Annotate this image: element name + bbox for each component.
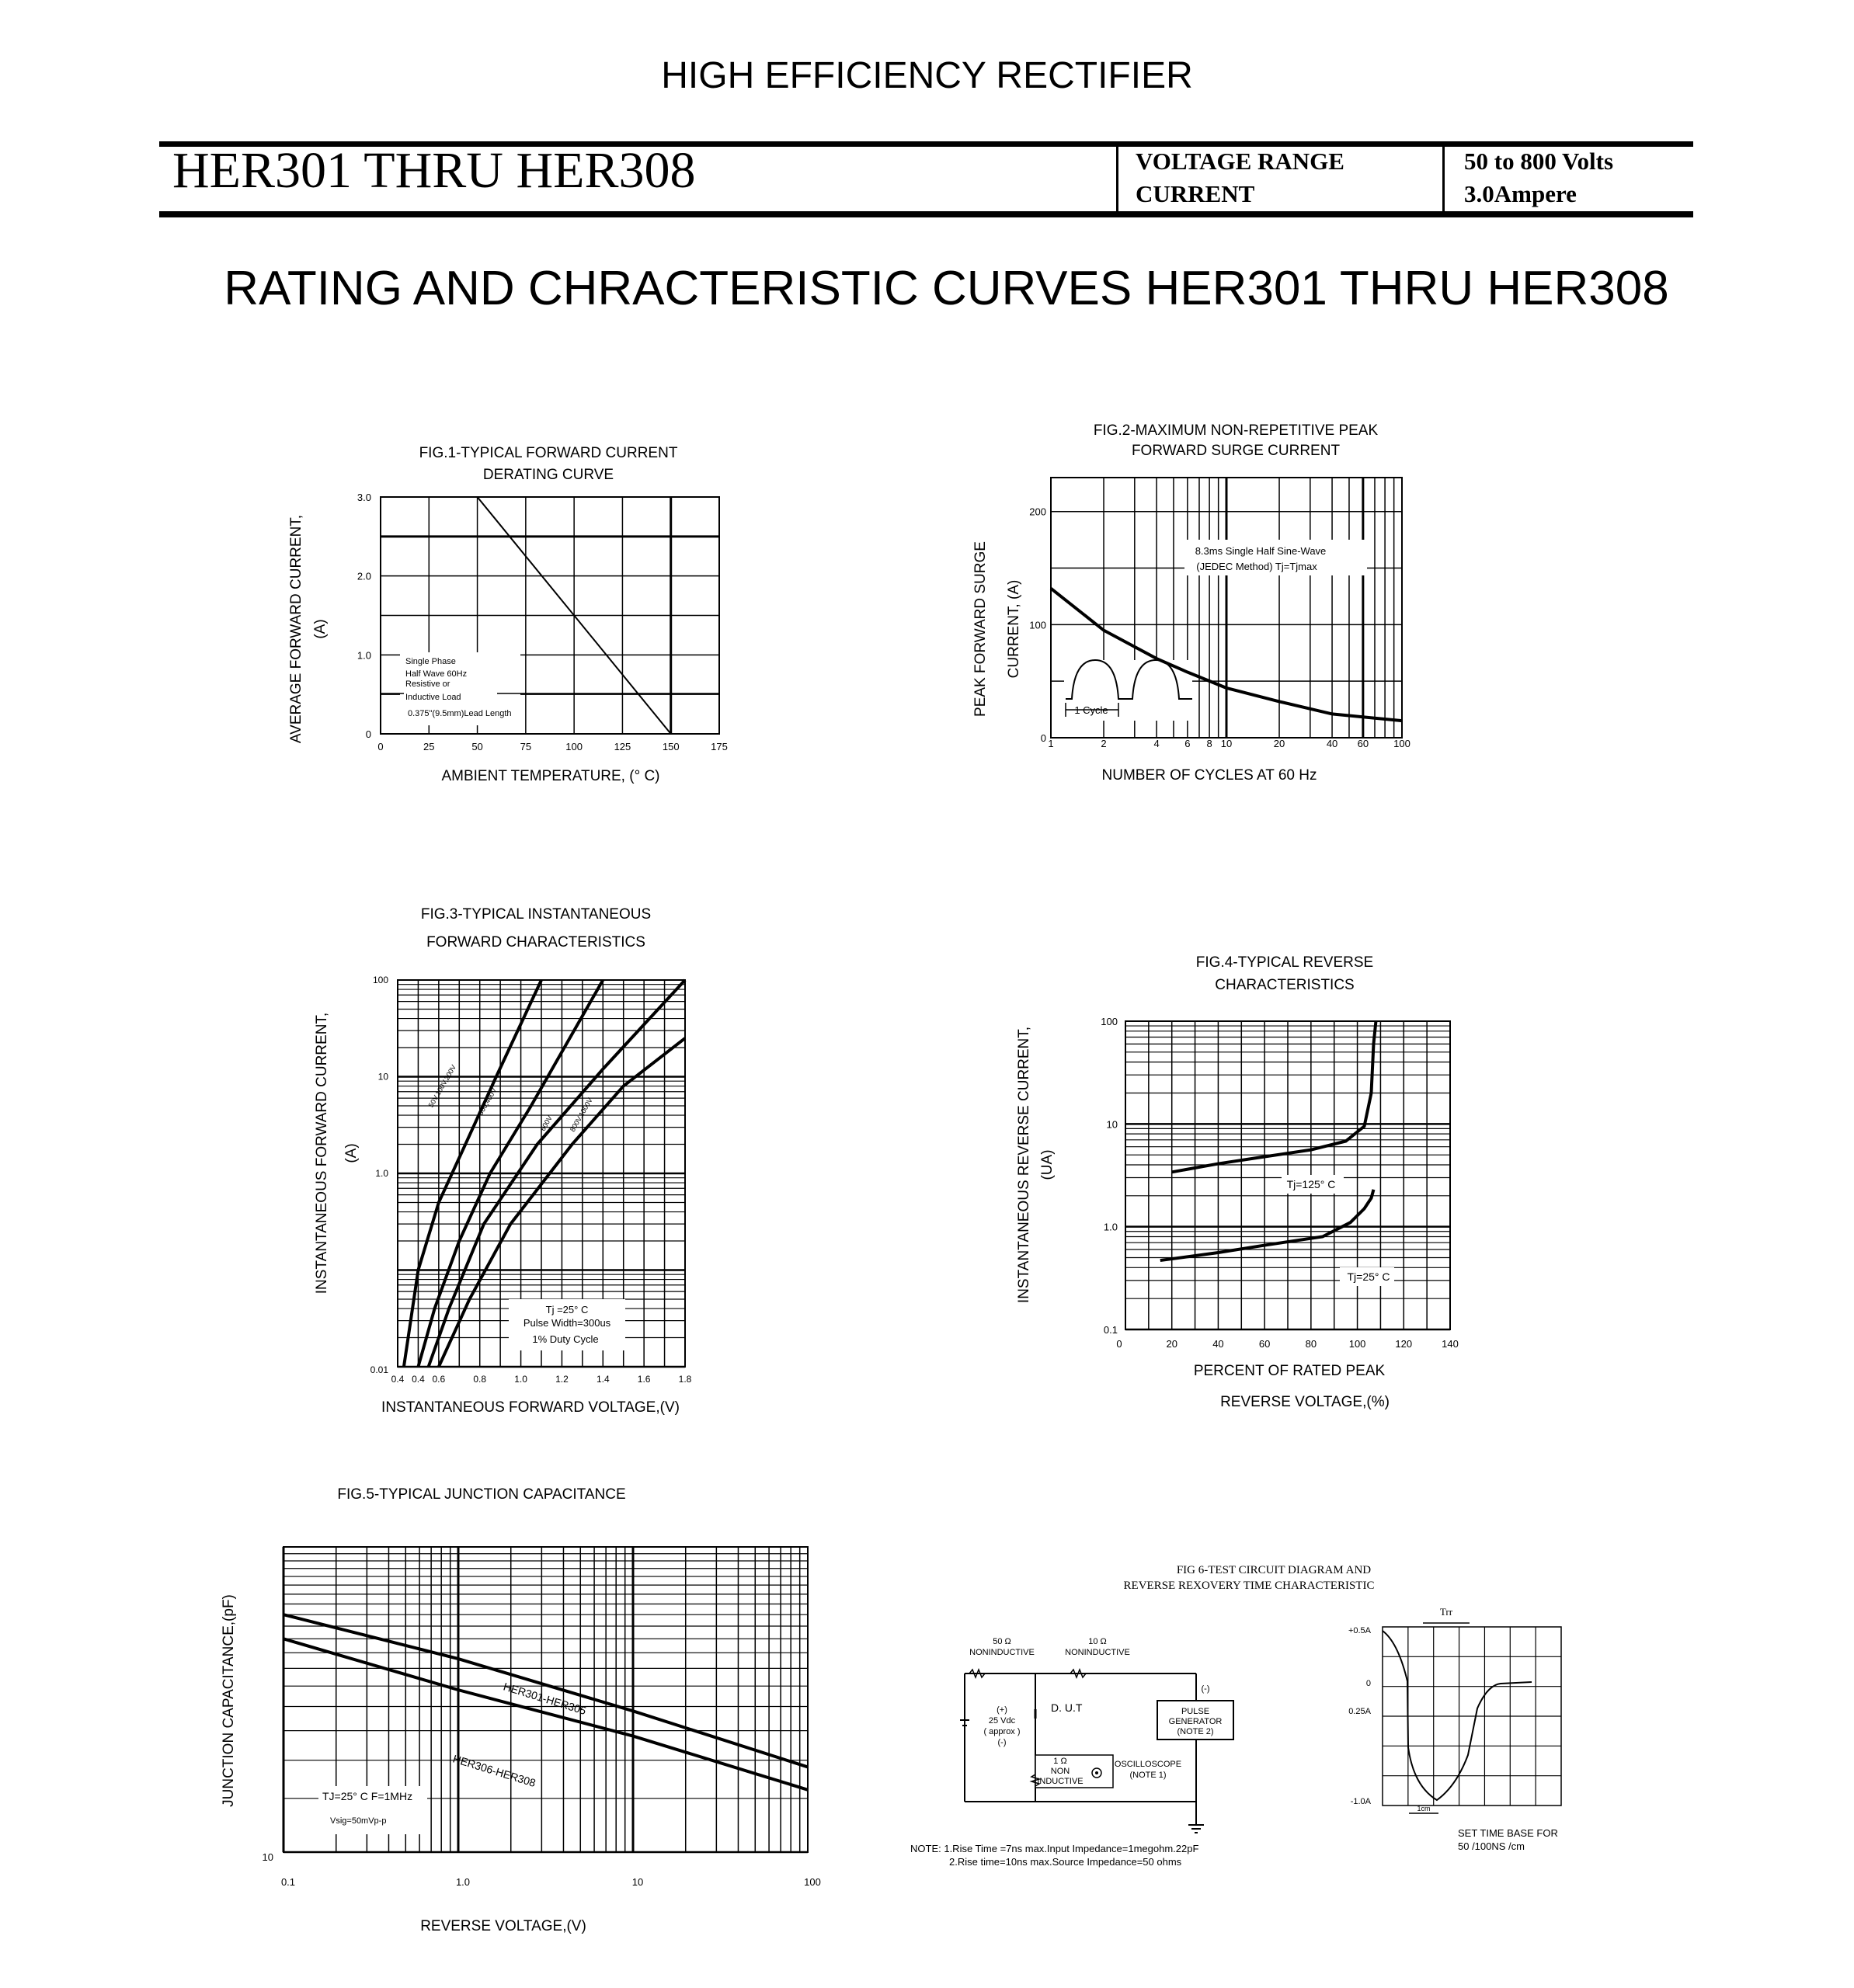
chart-title: FIG.3-TYPICAL INSTANTANEOUS	[420, 906, 652, 923]
x-tick-label: 150	[662, 741, 680, 752]
waveform-y-label: -1.0A	[1350, 1797, 1371, 1806]
fig5-chart	[221, 1486, 821, 1934]
y-axis-label: INSTANTANEOUS FORWARD CURRENT,	[314, 1012, 330, 1295]
oscilloscope-terminal	[1095, 1771, 1098, 1774]
x-tick-label: 8	[1206, 738, 1212, 749]
x-tick-label: 1.4	[596, 1374, 610, 1385]
diagram-title: REVERSE REXOVERY TIME CHARACTERISTIC	[1123, 1580, 1375, 1592]
x-tick-label: 0.1	[280, 1876, 296, 1888]
product-type-title: HIGH EFFICIENCY RECTIFIER	[661, 55, 1193, 96]
annotation: Tj =25° C	[545, 1304, 589, 1315]
series-label: HER306-HER308	[451, 1752, 537, 1790]
chart-title: DERATING CURVE	[482, 467, 614, 483]
capacitance-curve	[283, 1639, 808, 1789]
x-tick-label: 10	[1220, 738, 1233, 749]
annotation: Half Wave 60Hz	[405, 669, 468, 679]
recovery-waveform	[1383, 1631, 1532, 1800]
y-axis-label: JUNCTION CAPACITANCE,(pF)	[221, 1594, 237, 1807]
x-tick-label: 2	[1101, 738, 1107, 749]
resistor-label: NONINDUCTIVE	[969, 1648, 1035, 1657]
x-tick-label: 0.4	[391, 1374, 405, 1385]
fig6-circuit	[910, 1564, 1374, 1868]
series-label: 800V,1000V	[568, 1096, 594, 1134]
y-tick-label: 100	[1101, 1016, 1118, 1027]
x-tick-label: 1.0	[455, 1876, 471, 1888]
x-tick-label: 140	[1442, 1338, 1459, 1350]
y-axis-label: CURRENT, (A)	[1006, 579, 1022, 679]
fig2-chart	[972, 422, 1411, 784]
x-axis-label: PERCENT OF RATED PEAK	[1193, 1363, 1386, 1379]
pulse-generator-label: (NOTE 2)	[1177, 1727, 1214, 1736]
spec-current-label: CURRENT	[1136, 180, 1255, 207]
x-tick-label: 1.0	[514, 1374, 527, 1385]
fig3-chart	[314, 906, 692, 1416]
annotation: 1 Cycle	[1074, 704, 1108, 716]
annotation: Pulse Width=300us	[523, 1317, 611, 1329]
x-tick-label: 0	[1116, 1338, 1122, 1350]
x-tick-label: 100	[1393, 738, 1411, 749]
waveform-y-label: 0	[1365, 1679, 1371, 1688]
y-tick-label: 10	[262, 1851, 273, 1863]
fig4-chart	[1016, 954, 1459, 1410]
pulse-generator-label: PULSE	[1181, 1707, 1210, 1716]
note: 2.Rise time=10ns max.Source Impedance=50 ohms	[949, 1856, 1182, 1868]
chart-title: FIG.2-MAXIMUM NON-REPETITIVE PEAK	[1093, 422, 1379, 439]
y-axis-label: (UA)	[1039, 1149, 1056, 1180]
cm-label: 1cm	[1417, 1805, 1431, 1812]
annotation: Resistive or	[405, 679, 450, 689]
x-tick-label: 25	[423, 741, 435, 752]
series-label: Tj=25° C	[1347, 1270, 1390, 1283]
annotation: 0.375"(9.5mm)Lead Length	[408, 709, 512, 718]
oscilloscope-label: OSCILLOSCOPE	[1114, 1760, 1182, 1769]
annotation: TJ=25° C F=1MHz	[322, 1790, 413, 1802]
fig6-waveform	[1348, 1606, 1561, 1852]
timebase-note: 50 /100NS /cm	[1458, 1840, 1525, 1852]
diagram-title: FIG 6-TEST CIRCUIT DIAGRAM AND	[1176, 1564, 1372, 1576]
annotation: (JEDEC Method) Tj=Tjmax	[1196, 561, 1317, 572]
annotation: 1% Duty Cycle	[532, 1333, 599, 1345]
terminal-label: (-)	[1201, 1684, 1210, 1694]
fig1-chart	[288, 445, 728, 784]
x-tick-label: 0.6	[432, 1374, 446, 1385]
y-axis-label: INSTANTANEOUS REVERSE CURRENT,	[1016, 1026, 1032, 1304]
y-tick-label: 3.0	[357, 492, 371, 503]
y-tick-label: 2.0	[357, 570, 371, 582]
y-axis-label: (A)	[312, 619, 329, 639]
x-tick-label: 120	[1395, 1338, 1413, 1350]
oscilloscope-label: (NOTE 1)	[1129, 1771, 1167, 1780]
series-label: Tj=125° C	[1286, 1178, 1336, 1190]
source-label: 25 Vdc	[988, 1716, 1016, 1726]
x-tick-label: 80	[1305, 1338, 1317, 1350]
annotation: Inductive Load	[405, 693, 461, 702]
x-tick-label: 75	[520, 741, 532, 752]
resistor-label: NONINDUCTIVE	[1065, 1648, 1130, 1657]
y-tick-label: 1.0	[375, 1168, 388, 1179]
series-label: 300,400V	[476, 1086, 499, 1117]
x-tick-label: 60	[1258, 1338, 1271, 1350]
x-tick-label: 125	[614, 741, 631, 752]
x-tick-label: 40	[1212, 1338, 1224, 1350]
x-axis-label: NUMBER OF CYCLES AT 60 Hz	[1101, 767, 1317, 784]
y-tick-label: 1.0	[357, 649, 371, 662]
y-tick-label: 100	[372, 975, 388, 985]
timebase-note: SET TIME BASE FOR	[1458, 1827, 1558, 1839]
chart-title: FIG.5-TYPICAL JUNCTION CAPACITANCE	[337, 1486, 626, 1503]
x-tick-label: 10	[631, 1876, 644, 1888]
source-label: (+)	[997, 1705, 1007, 1715]
x-tick-label: 0	[377, 741, 384, 752]
y-tick-label: 10	[1106, 1118, 1118, 1131]
chart-title: FORWARD CHARACTERISTICS	[426, 934, 645, 951]
resistor-label: 1 Ω	[1053, 1757, 1067, 1766]
pulse-generator-label: GENERATOR	[1168, 1717, 1223, 1726]
x-tick-label: 40	[1326, 738, 1338, 749]
y-axis-label: (A)	[343, 1143, 360, 1163]
resistor-label: 50 Ω	[993, 1637, 1011, 1646]
model-range: HER301 THRU HER308	[172, 142, 696, 199]
y-tick-label: 0.1	[1103, 1324, 1118, 1336]
x-tick-label: 1.6	[637, 1374, 651, 1385]
series-label: HER301-HER305	[502, 1680, 588, 1718]
resistor-label: NON	[1050, 1767, 1070, 1776]
x-tick-label: 100	[804, 1876, 821, 1888]
note: NOTE: 1.Rise Time =7ns max.Input Impedance=1megohm.22pF	[910, 1843, 1199, 1854]
y-axis-label: PEAK FORWARD SURGE	[972, 541, 989, 717]
x-axis-label: REVERSE VOLTAGE,(V)	[420, 1918, 586, 1934]
series-label: 600V	[538, 1114, 554, 1133]
y-tick-label: 0.01	[370, 1364, 388, 1375]
annotation: Vsig=50mVp-p	[330, 1816, 387, 1826]
x-tick-label: 1	[1048, 738, 1054, 749]
source-label: (-)	[997, 1738, 1007, 1747]
chart-title: FIG.4-TYPICAL REVERSE	[1195, 954, 1374, 971]
x-tick-label: 60	[1357, 738, 1369, 749]
dut-label: D. U.T	[1051, 1701, 1083, 1714]
capacitance-curve	[283, 1614, 808, 1767]
y-tick-label: 0	[1040, 732, 1046, 744]
x-axis-label: REVERSE VOLTAGE,(%)	[1220, 1394, 1390, 1410]
x-tick-label: 175	[711, 741, 728, 752]
x-tick-label: 20	[1166, 1338, 1177, 1350]
resistor-label: INDUCTIVE	[1037, 1777, 1084, 1786]
x-tick-label: 20	[1273, 738, 1285, 749]
x-tick-label: 50	[471, 741, 483, 752]
chart-title: FORWARD SURGE CURRENT	[1131, 443, 1341, 459]
x-tick-label: 0.4	[412, 1374, 425, 1385]
y-axis-label: AVERAGE FORWARD CURRENT,	[288, 514, 304, 744]
y-tick-label: 0	[365, 728, 371, 740]
y-tick-label: 100	[1029, 619, 1046, 631]
source-label: ( approx )	[983, 1727, 1021, 1736]
x-axis-label: AMBIENT TEMPERATURE, (° C)	[441, 768, 660, 784]
x-tick-label: 1.8	[678, 1374, 692, 1385]
y-tick-label: 10	[377, 1071, 388, 1083]
waveform-y-label: +0.5A	[1348, 1626, 1371, 1635]
x-tick-label: 0.8	[473, 1374, 487, 1385]
x-tick-label: 4	[1153, 738, 1160, 749]
chart-title: CHARACTERISTICS	[1215, 977, 1355, 993]
page-heading: RATING AND CHRACTERISTIC CURVES HER301 THRU HER308	[224, 262, 1669, 315]
x-tick-label: 100	[1348, 1338, 1366, 1350]
trr-label: Trr	[1439, 1606, 1453, 1618]
spec-current-value: 3.0Ampere	[1464, 180, 1577, 207]
annotation: Single Phase	[405, 657, 456, 666]
y-tick-label: 1.0	[1103, 1221, 1118, 1233]
series-label: 50V,100V,200V	[426, 1063, 458, 1109]
x-tick-label: 1.2	[555, 1374, 569, 1385]
spec-voltage-label: VOLTAGE RANGE	[1136, 148, 1344, 175]
waveform-y-label: 0.25A	[1348, 1707, 1371, 1716]
chart-title: FIG.1-TYPICAL FORWARD CURRENT	[419, 445, 678, 461]
y-tick-label: 200	[1029, 506, 1046, 518]
x-axis-label: INSTANTANEOUS FORWARD VOLTAGE,(V)	[381, 1399, 680, 1416]
resistor-label: 10 Ω	[1088, 1637, 1107, 1646]
spec-voltage-value: 50 to 800 Volts	[1464, 148, 1614, 175]
x-tick-label: 6	[1184, 738, 1191, 749]
annotation: 8.3ms Single Half Sine-Wave	[1195, 545, 1327, 557]
x-tick-label: 100	[565, 741, 583, 752]
